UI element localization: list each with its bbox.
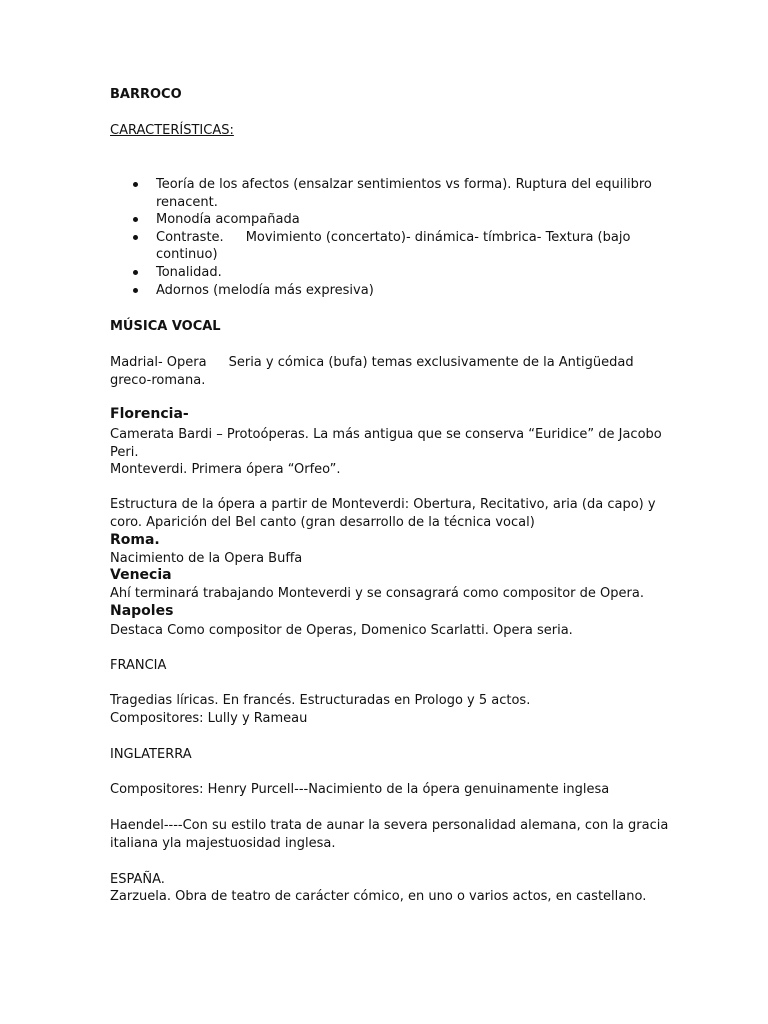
madrial-paragraph: Madrial- Opera Seria y cómica (bufa) temas exclusivamente de la Antigüedad greco-romana. xyxy=(110,355,634,388)
francia-line-2: Compositores: Lully y Rameau xyxy=(110,711,308,726)
venecia-text: Ahí terminará trabajando Monteverdi y se consagrará como compositor de Opera. xyxy=(110,586,644,601)
inglaterra-line-2: Haendel----Con su estilo trata de aunar la severa personalidad alemana, con la gracia italiana yla majestuosidad inglesa. xyxy=(110,818,669,851)
document-title: BARROCO xyxy=(110,87,182,102)
bullet-icon xyxy=(133,217,138,222)
espana-line-1: Zarzuela. Obra de teatro de carácter cómico, en uno o varios actos, en castellano. xyxy=(110,889,647,904)
estructura-paragraph: Estructura de la ópera a partir de Monteverdi: Obertura, Recitativo, aria (da capo) y coro. Aparición del Bel canto (gran desarrollo de la técnica vocal) xyxy=(110,497,656,530)
roma-heading: Roma. xyxy=(110,532,160,548)
bullet-icon xyxy=(133,235,138,240)
napoles-heading: Napoles xyxy=(110,603,174,619)
list-item: Monodía acompañada xyxy=(110,211,670,229)
venecia-heading: Venecia xyxy=(110,567,172,583)
list-item: Teoría de los afectos (ensalzar sentimientos vs forma). Ruptura del equilibro renacent. xyxy=(110,176,670,211)
caracteristicas-list xyxy=(110,176,670,299)
list-item: Tonalidad. xyxy=(110,264,670,282)
florencia-line-2: Monteverdi. Primera ópera “Orfeo”. xyxy=(110,462,341,477)
espana-heading: ESPAÑA. xyxy=(110,872,165,887)
francia-heading: FRANCIA xyxy=(110,658,167,673)
napoles-text: Destaca Como compositor de Operas, Domenico Scarlatti. Opera seria. xyxy=(110,623,573,638)
francia-line-1: Tragedias líricas. En francés. Estructuradas en Prologo y 5 actos. xyxy=(110,693,531,708)
bullet-icon xyxy=(133,182,138,187)
list-item: Contraste. Movimiento (concertato)- dinámica- tímbrica- Textura (bajo continuo) xyxy=(110,229,670,264)
inglaterra-heading: INGLATERRA xyxy=(110,747,192,762)
bullet-icon xyxy=(133,270,138,275)
musica-vocal-heading: MÚSICA VOCAL xyxy=(110,319,221,334)
bullet-icon xyxy=(133,288,138,293)
list-item: Adornos (melodía más expresiva) xyxy=(110,282,670,300)
roma-text: Nacimiento de la Opera Buffa xyxy=(110,551,303,566)
caracteristicas-heading: CARACTERÍSTICAS: xyxy=(110,123,234,138)
florencia-line-1: Camerata Bardi – Protoóperas. La más antigua que se conserva “Euridice” de Jacobo Peri. xyxy=(110,427,662,460)
florencia-heading: Florencia- xyxy=(110,406,189,422)
inglaterra-line-1: Compositores: Henry Purcell---Nacimiento de la ópera genuinamente inglesa xyxy=(110,782,610,797)
